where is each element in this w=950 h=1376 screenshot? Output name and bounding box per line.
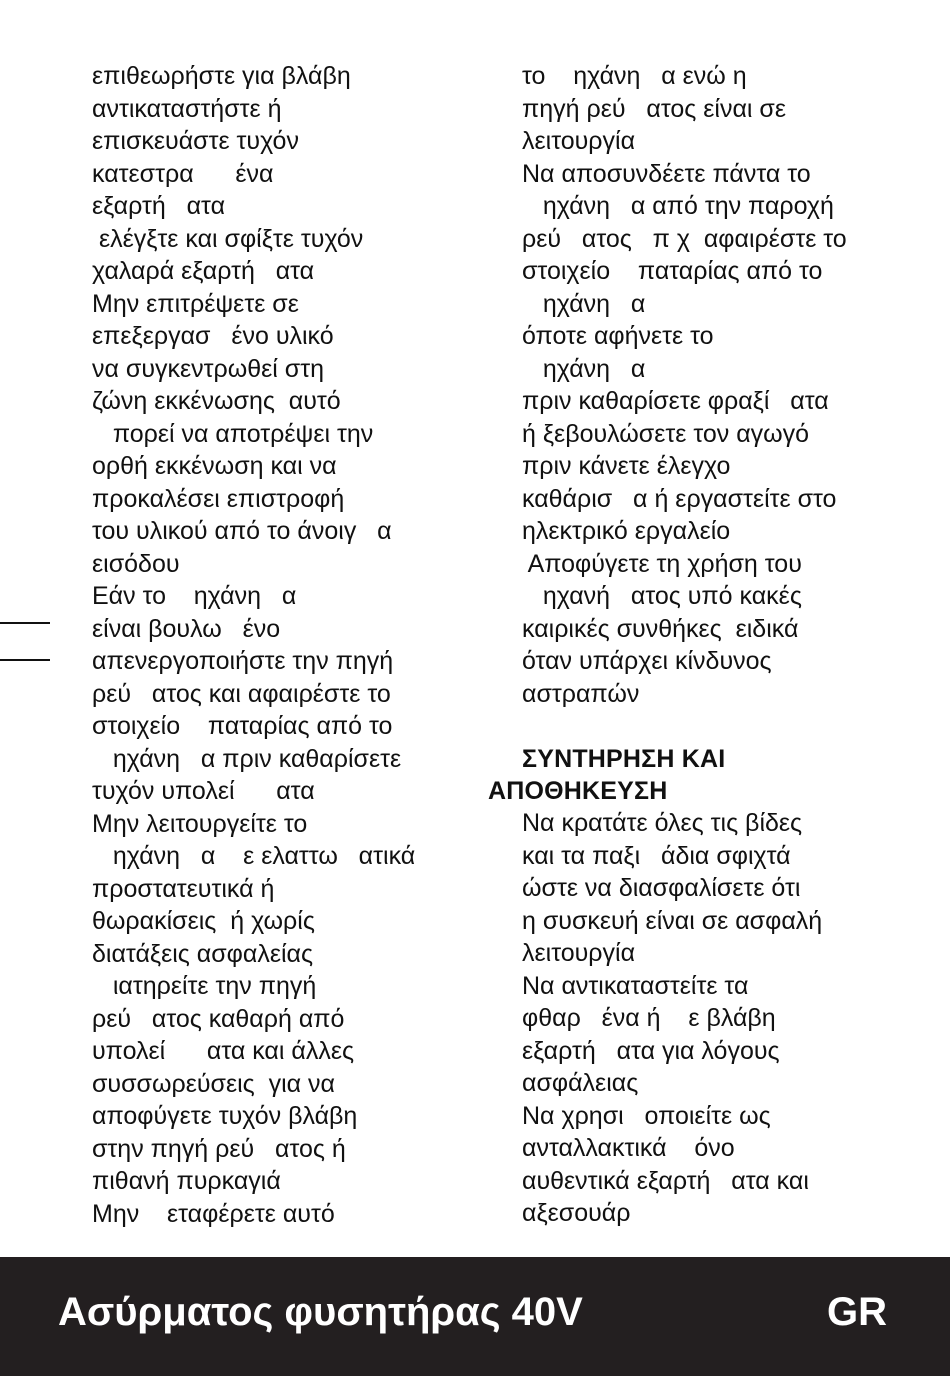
text-line: επιθεωρήστε για βλάβη — [92, 62, 351, 90]
text-line: πορεί να αποτρέψει την — [92, 419, 374, 448]
text-line: τυχόν υπολεί ατα — [92, 777, 315, 805]
text-line: και τα παξι άδια σφιχτά — [522, 841, 791, 870]
text-line: ώστε να διασφαλίσετε ότι — [522, 874, 801, 902]
text-line: συσσωρεύσεις για να — [92, 1069, 335, 1098]
section-heading-line2: ΑΠΟΘΗΚΕΥΣΗ — [488, 777, 668, 805]
text-line: καιρικές συνθήκες ειδικά — [522, 614, 799, 643]
text-line: στοιχείο παταρίας από το — [522, 257, 823, 285]
text-line: πριν κάνετε έλεγχο — [522, 452, 731, 480]
right-text-column — [488, 60, 942, 1230]
footer-bar — [0, 1257, 950, 1376]
text-line: εξαρτή ατα — [92, 192, 226, 220]
text-line: ηχανή ατος υπό κακές — [522, 582, 802, 610]
text-line: θωρακίσεις ή χωρίς — [92, 907, 315, 935]
text-line: είναι βουλω ένο — [92, 614, 281, 643]
text-line: στην πηγή ρεύ ατος ή — [92, 1134, 346, 1163]
right-text-bottom — [522, 807, 942, 1230]
text-line: ηχάνη α ε ελαττω ατικά — [92, 842, 416, 870]
text-line: Μην εταφέρετε αυτό — [92, 1199, 335, 1228]
text-line: απενεργοποιήστε την πηγή — [92, 647, 394, 675]
text-line: λειτουργία — [522, 127, 636, 155]
text-line: ή ξεβουλώσετε τον αγωγό — [522, 419, 810, 448]
text-line: Εάν το ηχάνη α — [92, 582, 297, 610]
text-line: διατάξεις ασφαλείας — [92, 939, 314, 968]
text-line: πιθανή πυρκαγιά — [92, 1167, 281, 1195]
text-line: ανταλλακτικά όνο — [522, 1134, 735, 1162]
footer-title: Ασύρματος φυσητήρας 40V — [58, 1290, 583, 1334]
text-line: επεξεργασ ένο υλικό — [92, 322, 334, 350]
text-line: ελέγξτε και σφίξτε τυχόν — [92, 224, 364, 253]
text-line: χαλαρά εξαρτή ατα — [92, 257, 315, 285]
right-text-top — [522, 60, 942, 710]
text-line: επισκευάστε τυχόν — [92, 127, 299, 155]
left-text-column — [92, 60, 472, 1230]
text-line: πριν καθαρίσετε φραξί ατα — [522, 387, 829, 415]
text-line: προστατευτικά ή — [92, 874, 275, 903]
text-line: ηχάνη α — [522, 354, 646, 383]
text-line: Αποφύγετε τη χρήση του — [522, 549, 802, 578]
text-line: Μην λειτουργείτε το — [92, 809, 308, 838]
text-line: Να αντικαταστείτε τα — [522, 971, 749, 1000]
margin-mark-top — [0, 622, 50, 624]
text-line: καθάρισ α ή εργαστείτε στο — [522, 484, 837, 513]
text-line: φθαρ ένα ή ε βλάβη — [522, 1004, 776, 1032]
text-line: ηλεκτρικό εργαλείο — [522, 517, 731, 545]
text-line: του υλικού από το άνοιγ α — [92, 517, 392, 545]
text-line: να συγκεντρωθεί στη — [92, 354, 325, 383]
section-gap — [522, 710, 942, 743]
text-line: πηγή ρεύ ατος είναι σε — [522, 94, 786, 123]
text-line: το ηχάνη α ενώ η — [522, 62, 747, 90]
text-line: κατεστρα ένα — [92, 159, 274, 188]
text-line: ρεύ ατος π χ αφαιρέστε το — [522, 224, 847, 253]
text-line: υπολεί ατα και άλλες — [92, 1037, 355, 1065]
section-heading-line1: ΣΥΝΤΗΡΗΣΗ ΚΑΙ — [522, 745, 726, 773]
text-line: ηχάνη α πριν καθαρίσετε — [92, 744, 402, 773]
text-line: αντικαταστήστε ή — [92, 94, 282, 123]
text-line: Να κρατάτε όλες τις βίδες — [522, 809, 803, 837]
text-line: αποφύγετε τυχόν βλάβη — [92, 1102, 358, 1130]
text-line: αυθεντικά εξαρτή ατα και — [522, 1166, 809, 1195]
text-line: ασφάλειας — [522, 1069, 639, 1097]
text-line: ρεύ ατος καθαρή από — [92, 1004, 345, 1033]
text-line: ρεύ ατος και αφαιρέστε το — [92, 679, 391, 708]
text-line: Μην επιτρέψετε σε — [92, 289, 299, 318]
text-line: ιατηρείτε την πηγή — [92, 972, 317, 1000]
text-line: ορθή εκκένωση και να — [92, 452, 337, 480]
text-line: όποτε αφήνετε το — [522, 322, 714, 350]
text-line: στοιχείο παταρίας από το — [92, 712, 393, 740]
text-line: λειτουργία — [522, 939, 636, 967]
text-line: η συσκευή είναι σε ασφαλή — [522, 906, 823, 935]
text-line: ηχάνη α από την παροχή — [522, 192, 834, 220]
text-line: ηχάνη α — [522, 289, 646, 318]
text-line: όταν υπάρχει κίνδυνος — [522, 647, 772, 675]
text-line: αστραπών — [522, 679, 640, 708]
text-line: αξεσουάρ — [522, 1199, 631, 1227]
text-line: εισόδου — [92, 549, 180, 578]
text-line: Να αποσυνδέετε πάντα το — [522, 159, 811, 188]
text-line: ζώνη εκκένωσης αυτό — [92, 387, 341, 415]
language-code: GR — [827, 1290, 887, 1334]
margin-mark-bottom — [0, 659, 50, 661]
text-line: Να χρησι οποιείτε ως — [522, 1101, 771, 1130]
text-line: προκαλέσει επιστροφή — [92, 484, 345, 513]
text-line: εξαρτή ατα για λόγους — [522, 1036, 780, 1065]
